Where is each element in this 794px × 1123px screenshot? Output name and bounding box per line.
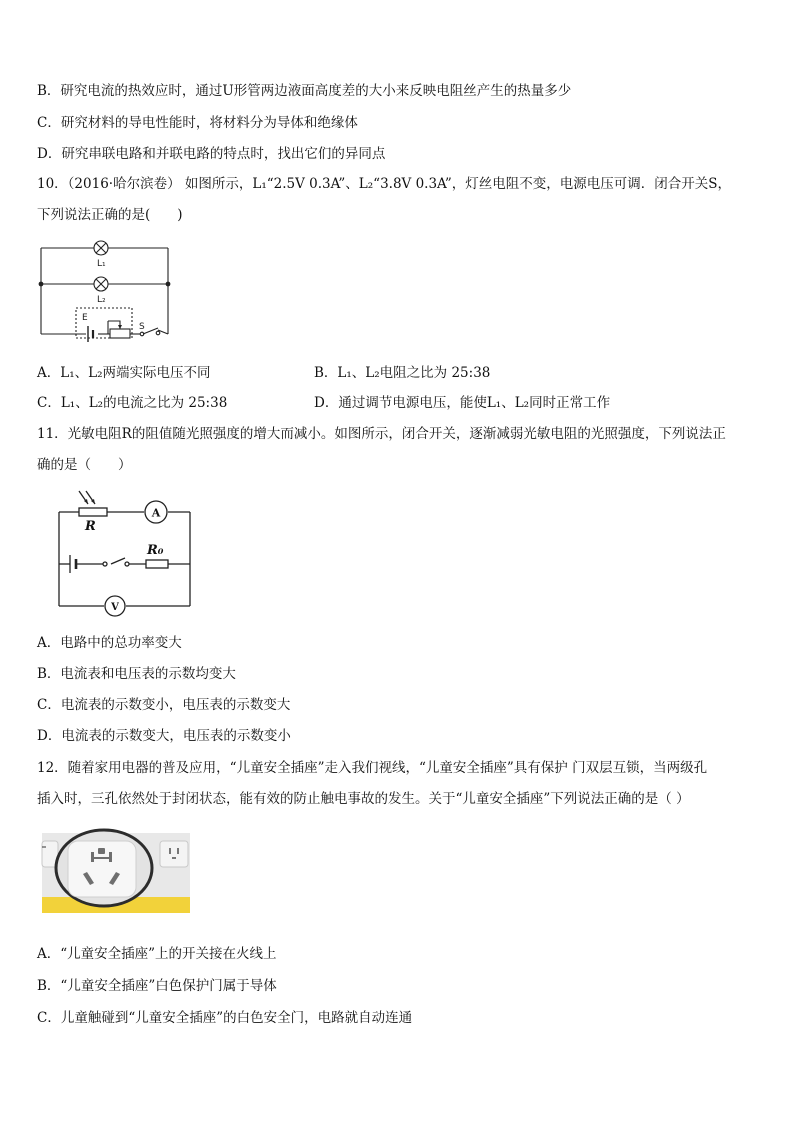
q12-stem-line2: 插入时，三孔依然处于封闭状态，能有效的防止触电事故的发生。关于“儿童安全插座”下列说法正确的是（ ） xyxy=(37,791,690,807)
q11-option-b: B．电流表和电压表的示数均变大 xyxy=(37,666,236,682)
q11-option-d: D．电流表的示数变大，电压表的示数变小 xyxy=(37,728,291,744)
label-l2: L₂ xyxy=(97,295,106,305)
q10-stem-line2: 下列说法正确的是( ) xyxy=(37,207,183,223)
q10-option-a: A．L₁、L₂两端实际电压不同 xyxy=(37,365,211,381)
q9-option-c: C．研究材料的导电性能时，将材料分为导体和绝缘体 xyxy=(37,115,358,131)
q12-option-a: A．“儿童安全插座”上的开关接在火线上 xyxy=(37,946,277,962)
q12-stem-line1: 12．随着家用电器的普及应用，“儿童安全插座”走入我们视线，“儿童安全插座”具有保护 门双层互锁，当两级孔 xyxy=(37,760,708,776)
q9-option-b: B．研究电流的热效应时，通过U形管两边液面高度差的大小来反映电阻丝产生的热量多少 xyxy=(37,83,572,99)
q11-option-c: C．电流表的示数变小，电压表的示数变大 xyxy=(37,697,291,713)
q12-option-c: C．儿童触碰到“儿童安全插座”的白色安全门，电路就自动连通 xyxy=(37,1010,413,1026)
r0-label: R₀ xyxy=(147,543,164,558)
q10-stem-line1: 10．（2016·哈尔滨卷） 如图所示，L₁“2.5V 0.3A”、L₂“3.8V 0.3A”，灯丝电阻不变，电源电压可调．闭合开关S， xyxy=(37,176,731,192)
q11-stem-line2: 确的是（ ） xyxy=(37,457,132,473)
q9-option-d: D．研究串联电路和并联电路的特点时，找出它们的异同点 xyxy=(37,146,386,162)
label-e: E xyxy=(82,313,88,323)
voltmeter-label: V xyxy=(111,602,119,613)
photoresistor-label: R xyxy=(85,519,96,534)
q10-circuit-diagram xyxy=(38,236,188,341)
q11-option-a: A．电路中的总功率变大 xyxy=(37,635,182,651)
q10-option-d: D．通过调节电源电压，能使L₁、L₂同时正常工作 xyxy=(314,395,611,411)
safety-socket-photo xyxy=(42,833,192,913)
q10-option-c: C．L₁、L₂的电流之比为 25:38 xyxy=(37,395,228,411)
ammeter-label: A xyxy=(151,506,161,520)
q11-stem-line1: 11．光敏电阻R的阻值随光照强度的增大而减小。如图所示，闭合开关，逐渐减弱光敏电阻的光照强度，下列说法正 xyxy=(37,426,726,442)
q12-option-b: B．“儿童安全插座”白色保护门属于导体 xyxy=(37,978,277,994)
q10-option-b: B．L₁、L₂电阻之比为 25:38 xyxy=(314,365,491,381)
label-s: S xyxy=(139,322,145,332)
label-l1: L₁ xyxy=(97,259,106,269)
q11-circuit-diagram xyxy=(55,488,205,613)
